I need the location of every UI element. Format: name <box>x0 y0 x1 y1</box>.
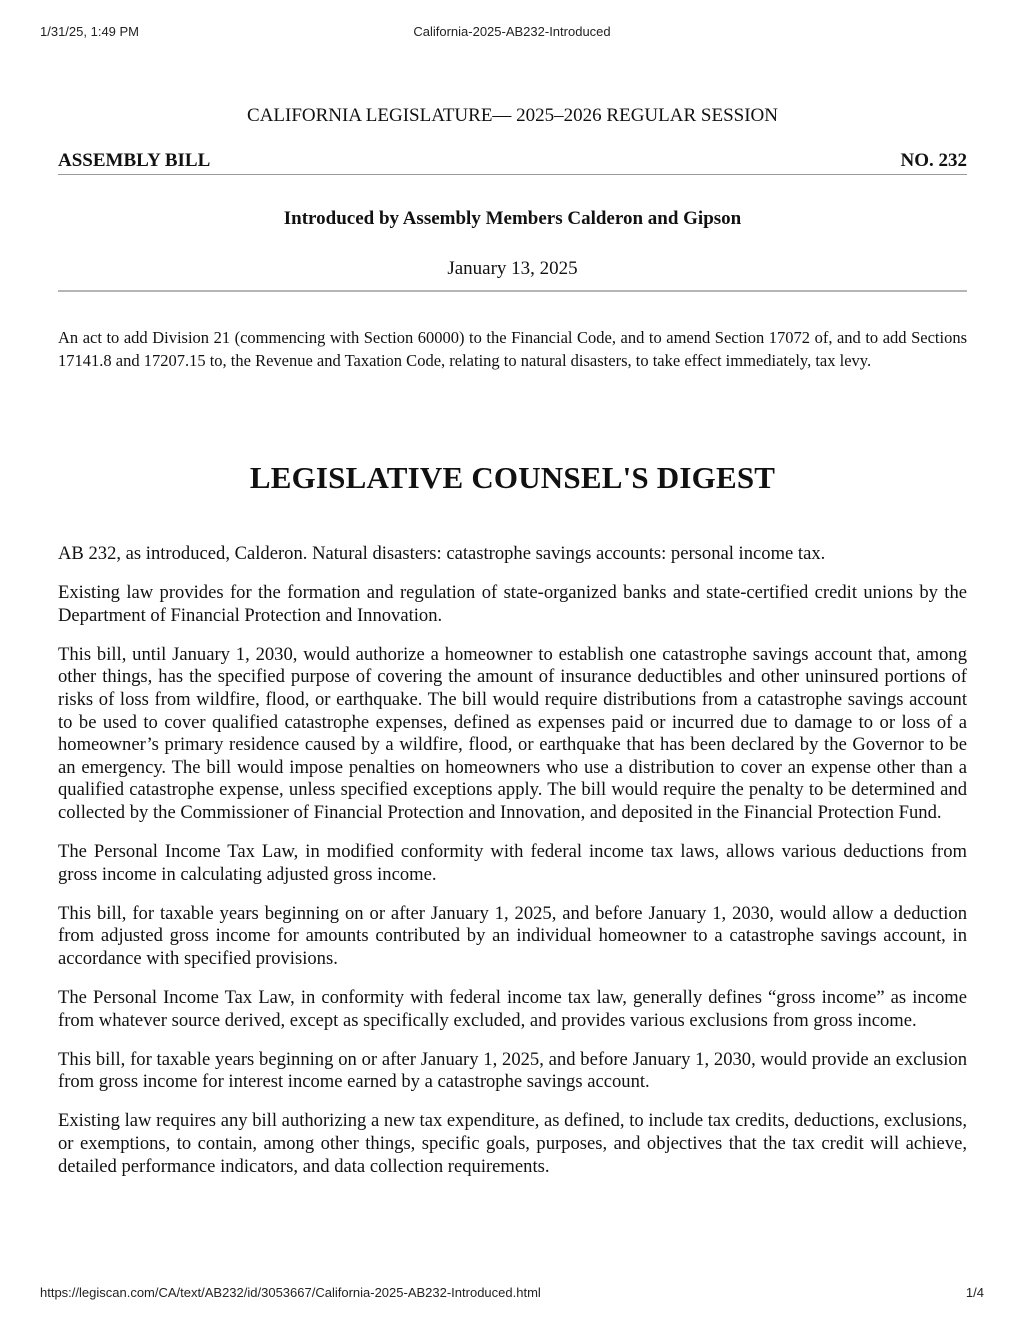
source-url-link[interactable]: https://legiscan.com/CA/text/AB232/id/3053667/California-2025-AB232-Introduced.html <box>40 1285 541 1300</box>
print-footer <box>40 1285 984 1303</box>
digest-paragraph: Existing law requires any bill authorizing a new tax expenditure, as defined, to include tax credits, deductions, exclusions, or exemptions, to contain, among other things, specific goals, purposes, and objectives that the tax credit will achieve, detailed performance indicators, and data collection requirements. <box>58 1110 967 1177</box>
bill-type: ASSEMBLY BILL <box>58 150 211 171</box>
digest-paragraph: This bill, for taxable years beginning on or after January 1, 2025, and before January 1, 2030, would provide an exclusion from gross income for interest income earned by a catastrophe savings account. <box>58 1048 967 1093</box>
digest-paragraph: This bill, for taxable years beginning on or after January 1, 2025, and before January 1, 2030, would allow a deduction from adjusted gross income for amounts contributed by an individual homeowner to a catastrophe savings account, in accordance with specified provisions. <box>58 902 967 969</box>
print-page-title: California-2025-AB232-Introduced <box>413 24 611 39</box>
act-description: An act to add Division 21 (commencing with Section 60000) to the Financial Code, and to amend Section 17072 of, and to add Sections 17141.8 and 17207.15 to, the Revenue and Taxation Code, relating to natural disasters, to take effect immediately, tax levy. <box>58 328 967 370</box>
digest-title: LEGISLATIVE COUNSEL'S DIGEST <box>249 460 776 495</box>
print-header <box>40 24 984 42</box>
introduced-date: January 13, 2025 <box>447 258 578 279</box>
digest-paragraph: This bill, until January 1, 2030, would authorize a homeowner to establish one catastrophe savings account that, among other things, has the specified purpose of covering the amount of insurance deductibles and other uninsured portions of risks of loss from wildfire, flood, or earthquake. The bill would require distributions from a catastrophe savings account to be used to cover qualified catastrophe expenses, defined as expenses paid or incurred due to damage to or loss of a homeowner’s primary residence caused by a wildfire, flood, or earthquake that has been declared by the Governor to be an emergency. The bill would impose penalties on homeowners who use a distribution to cover an expense other than a qualified catastrophe expense, unless specified exceptions apply. The bill would require the penalty to be determined and collected by the Commissioner of Financial Protection and Innovation, and deposited in the Financial Protection Fund. <box>58 643 967 823</box>
introduced-by: Introduced by Assembly Members Calderon and Gipson <box>283 208 742 229</box>
digest-paragraph: The Personal Income Tax Law, in conformity with federal income tax law, generally defines “gross income” as income from whatever source derived, except as specifically excluded, and provides various exclusions from gross income. <box>58 987 967 1031</box>
digest-paragraph: AB 232, as introduced, Calderon. Natural disasters: catastrophe savings accounts: personal income tax. <box>58 543 826 564</box>
print-datetime: 1/31/25, 1:49 PM <box>40 24 140 39</box>
digest-body <box>58 543 967 1195</box>
digest-paragraph: The Personal Income Tax Law, in modified conformity with federal income tax laws, allows various deductions from gross income in calculating adjusted gross income. <box>58 841 967 885</box>
bill-number: NO. 232 <box>900 150 967 171</box>
bill-number-row <box>58 150 967 175</box>
header-divider <box>58 290 967 292</box>
digest-paragraph: Existing law provides for the formation and regulation of state-organized banks and state-certified credit unions by the Department of Financial Protection and Innovation. <box>58 582 967 626</box>
session-heading: CALIFORNIA LEGISLATURE— 2025–2026 REGULAR SESSION <box>247 105 778 126</box>
page-indicator: 1/4 <box>965 1285 984 1300</box>
